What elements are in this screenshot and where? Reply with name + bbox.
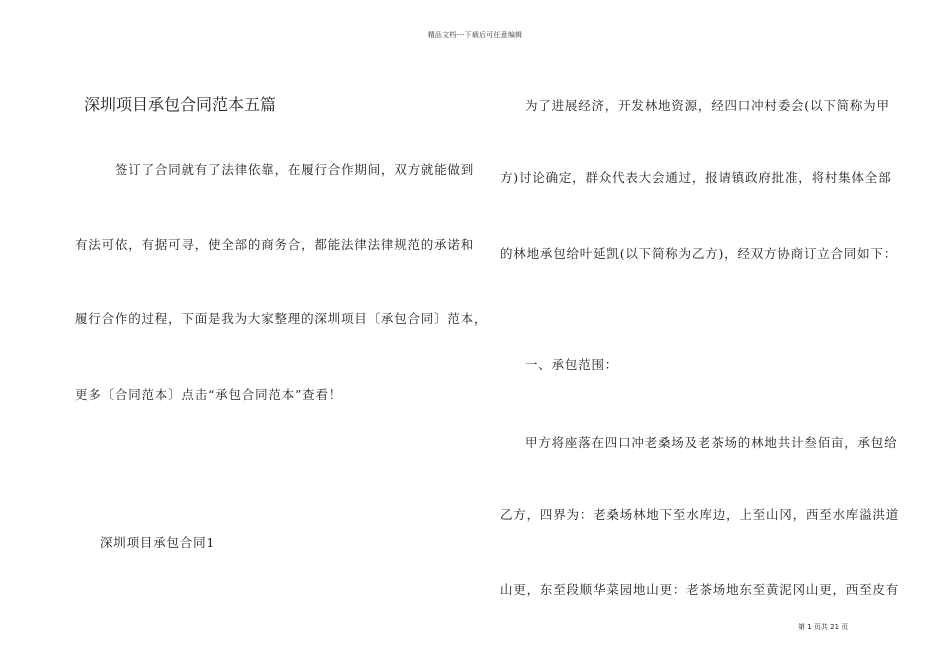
intro-line-3: 履行合作的过程，下面是我为大家整理的深圳项目〔承包合同〕范本，	[75, 311, 488, 326]
document-header-watermark: 精品文档---下载后可任意编辑	[427, 31, 523, 39]
page-number: 第 1 页共 21 页	[798, 623, 849, 631]
contract-line-3: 的林地承包给叶延凯(以下简称为乙方)，经双方协商订立合同如下：	[500, 246, 898, 261]
intro-line-4: 更多〔合同范本〕点击“承包合同范本”查看！	[75, 387, 343, 402]
contract-line-2: 方)讨论确定，群众代表大会通过，报请镇政府批准，将村集体全部	[500, 170, 892, 185]
contract-subheading: 深圳项目承包合同1	[100, 535, 216, 550]
contract-line-7: 山更，东至段顺华菜园地山更：老茶场地东至黄泥冈山更，西至皮有	[500, 582, 900, 597]
intro-line-2: 有法可依，有据可寻，使全部的商务合，都能法律法律规范的承诺和	[75, 237, 475, 252]
intro-line-1: 签订了合同就有了法律依靠，在履行合作期间，双方就能做到	[115, 162, 475, 177]
document-title: 深圳项目承包合同范本五篇	[84, 95, 277, 114]
contract-line-6: 乙方，四界为：老桑场林地下至水库边，上至山冈，西至水库溢洪道	[500, 507, 900, 522]
contract-line-5: 甲方将座落在四口冲老桑场及老茶场的林地共计叁佰亩，承包给	[525, 435, 898, 450]
section-heading-scope: 一、承包范围：	[525, 357, 619, 372]
contract-line-1: 为了进展经济，开发林地资源，经四口冲村委会(以下简称为甲	[525, 98, 890, 113]
